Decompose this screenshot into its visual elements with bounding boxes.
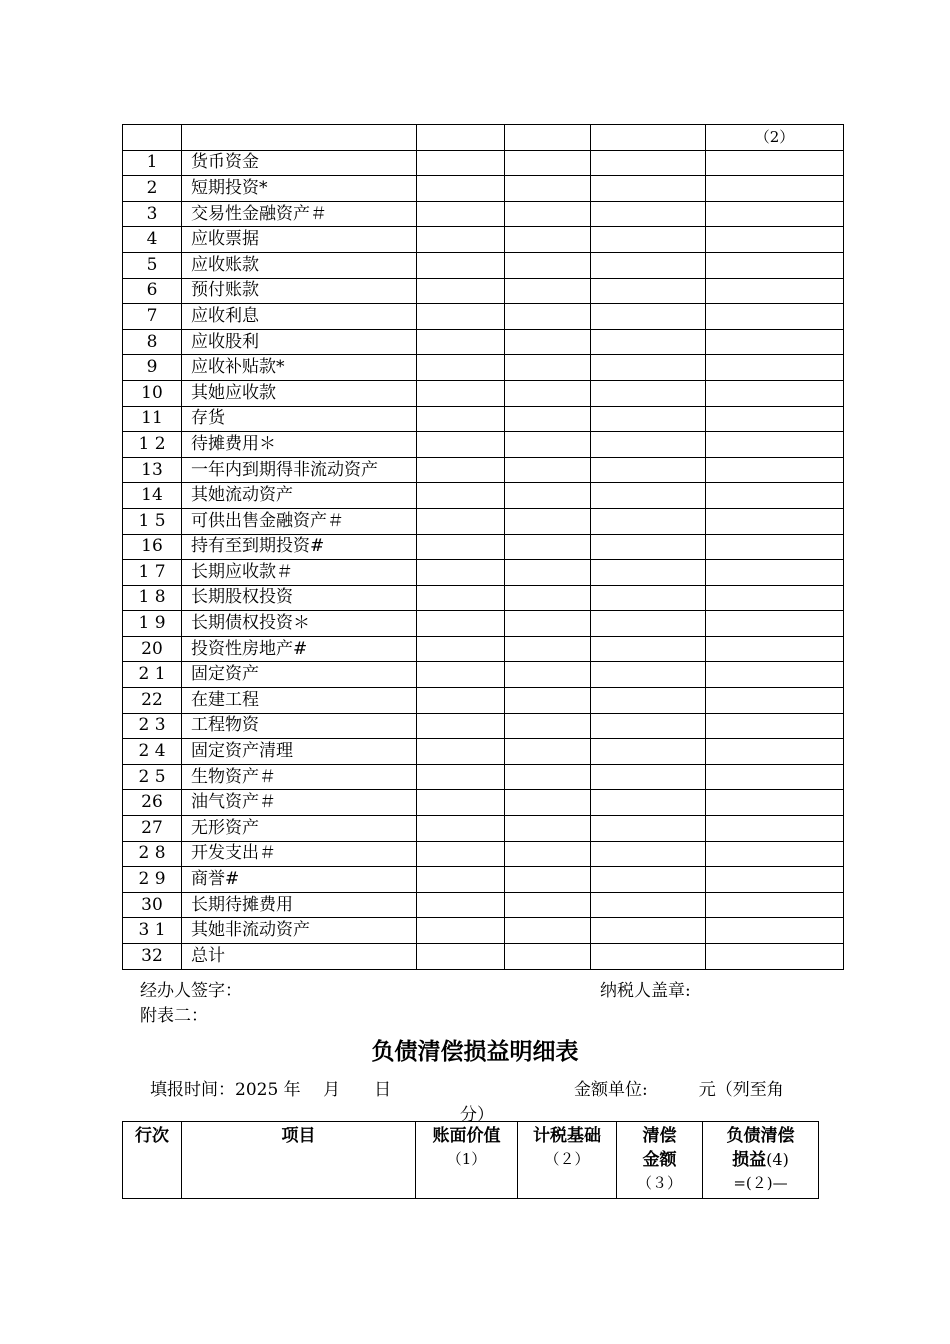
value-cell (706, 380, 844, 406)
value-cell (591, 585, 706, 611)
value-cell (591, 406, 706, 432)
value-cell (505, 252, 591, 278)
value-cell (591, 534, 706, 560)
liability-header-row (123, 1122, 819, 1199)
row-item-name: 交易性金融资产＃ (182, 201, 417, 227)
row-item-name: 固定资产 (182, 662, 417, 688)
row-item-name: 待摊费用＊ (182, 432, 417, 458)
value-cell (417, 406, 505, 432)
value-cell (505, 611, 591, 637)
value-cell (706, 662, 844, 688)
table-row (123, 560, 844, 586)
table-row (123, 867, 844, 893)
value-cell (706, 534, 844, 560)
value-cell (591, 355, 706, 381)
value-cell (505, 841, 591, 867)
table-row (123, 764, 844, 790)
value-cell (417, 841, 505, 867)
value-cell (706, 176, 844, 202)
value-cell (505, 329, 591, 355)
table-row (123, 176, 844, 202)
value-cell (417, 534, 505, 560)
value-cell (417, 380, 505, 406)
value-cell (706, 764, 844, 790)
value-cell (505, 406, 591, 432)
value-cell (417, 892, 505, 918)
value-cell (706, 867, 844, 893)
table-row (123, 432, 844, 458)
row-number: 1 7 (123, 560, 182, 586)
row-number: 2 3 (123, 713, 182, 739)
value-cell (591, 560, 706, 586)
value-cell (417, 867, 505, 893)
value-cell (706, 150, 844, 176)
value-cell (505, 662, 591, 688)
row-number: 1 9 (123, 611, 182, 637)
table-row (123, 790, 844, 816)
row-item-name: 其她应收款 (182, 380, 417, 406)
value-cell (505, 892, 591, 918)
value-cell (591, 688, 706, 714)
row-number: 27 (123, 816, 182, 842)
value-cell (417, 278, 505, 304)
value-cell (417, 355, 505, 381)
value-cell (706, 713, 844, 739)
row-number: 9 (123, 355, 182, 381)
value-cell (505, 918, 591, 944)
value-cell (706, 483, 844, 509)
table-row (123, 918, 844, 944)
value-cell (706, 944, 844, 970)
value-cell (505, 432, 591, 458)
row-item-name: 存货 (182, 406, 417, 432)
value-cell (591, 944, 706, 970)
value-cell (505, 457, 591, 483)
value-cell (505, 560, 591, 586)
value-cell (417, 227, 505, 253)
value-cell (591, 611, 706, 637)
table-row (123, 278, 844, 304)
row-item-name: 长期应收款＃ (182, 560, 417, 586)
table-row (123, 534, 844, 560)
col-repay-amount: 清偿 金额 （３） (617, 1122, 703, 1199)
row-number: 5 (123, 252, 182, 278)
table-row (123, 252, 844, 278)
value-cell (417, 688, 505, 714)
value-cell (591, 176, 706, 202)
row-number: 3 (123, 201, 182, 227)
attachment-label: 附表二： (140, 1006, 208, 1026)
row-number: 1 5 (123, 508, 182, 534)
col-item: 项目 (182, 1122, 416, 1199)
row-item-name: 商誉# (182, 867, 417, 893)
value-cell (706, 585, 844, 611)
taxpayer-seal-label: 纳税人盖章: (600, 981, 691, 1001)
table-row (123, 611, 844, 637)
value-cell (591, 892, 706, 918)
value-cell (591, 918, 706, 944)
table-row (123, 944, 844, 970)
row-number: 26 (123, 790, 182, 816)
value-cell (706, 918, 844, 944)
table-row (123, 329, 844, 355)
table-row (123, 892, 844, 918)
value-cell (591, 329, 706, 355)
value-cell (505, 278, 591, 304)
row-number: 2 1 (123, 662, 182, 688)
row-item-name: 工程物资 (182, 713, 417, 739)
value-cell (706, 611, 844, 637)
value-cell (706, 841, 844, 867)
row-item-name: 货币资金 (182, 150, 417, 176)
table-row (123, 662, 844, 688)
value-cell (505, 150, 591, 176)
row-item-name: 应收票据 (182, 227, 417, 253)
value-cell (706, 688, 844, 714)
value-cell (505, 227, 591, 253)
row-number: 11 (123, 406, 182, 432)
value-cell (505, 483, 591, 509)
value-cell (591, 227, 706, 253)
value-cell (591, 432, 706, 458)
value-cell (505, 380, 591, 406)
row-item-name: 其她非流动资产 (182, 918, 417, 944)
row-item-name: 应收账款 (182, 252, 417, 278)
value-cell (591, 636, 706, 662)
value-cell (417, 790, 505, 816)
table-row (123, 841, 844, 867)
amount-unit: 金额单位: 元（列至角 (574, 1080, 784, 1100)
table-row (123, 150, 844, 176)
value-cell (505, 713, 591, 739)
table-row (123, 457, 844, 483)
asset-detail-table (122, 124, 844, 970)
value-cell (505, 304, 591, 330)
value-cell (505, 201, 591, 227)
row-item-name: 应收利息 (182, 304, 417, 330)
value-cell (417, 483, 505, 509)
value-cell (706, 227, 844, 253)
value-cell (505, 790, 591, 816)
row-number: 2 4 (123, 739, 182, 765)
value-cell (591, 150, 706, 176)
row-item-name: 预付账款 (182, 278, 417, 304)
row-item-name: 其她流动资产 (182, 483, 417, 509)
value-cell (417, 739, 505, 765)
col-row-no: 行次 (123, 1122, 182, 1199)
row-number: 3 1 (123, 918, 182, 944)
value-cell (706, 790, 844, 816)
value-cell (591, 278, 706, 304)
value-cell (505, 764, 591, 790)
row-item-name: 应收股利 (182, 329, 417, 355)
table-row (123, 227, 844, 253)
row-item-name: 长期待摊费用 (182, 892, 417, 918)
liability-table (122, 1121, 819, 1199)
row-number: 2 (123, 176, 182, 202)
row-item-name: 一年内到期得非流动资产 (182, 457, 417, 483)
value-cell (505, 816, 591, 842)
value-cell (417, 764, 505, 790)
value-cell (706, 636, 844, 662)
header-cell (417, 125, 505, 151)
header-cell (182, 125, 417, 151)
value-cell (417, 816, 505, 842)
row-number: 16 (123, 534, 182, 560)
value-cell (417, 662, 505, 688)
value-cell (505, 355, 591, 381)
amount-unit-continued: 分） (460, 1105, 494, 1125)
value-cell (706, 457, 844, 483)
row-item-name: 应收补贴款* (182, 355, 417, 381)
row-number: 2 9 (123, 867, 182, 893)
value-cell (591, 739, 706, 765)
value-cell (706, 892, 844, 918)
value-cell (591, 252, 706, 278)
value-cell (417, 304, 505, 330)
row-item-name: 可供出售金融资产＃ (182, 508, 417, 534)
value-cell (591, 483, 706, 509)
value-cell (706, 355, 844, 381)
table-row (123, 816, 844, 842)
value-cell (706, 739, 844, 765)
row-number: 20 (123, 636, 182, 662)
row-item-name: 长期债权投资＊ (182, 611, 417, 637)
table-row (123, 406, 844, 432)
table-row (123, 201, 844, 227)
row-number: 22 (123, 688, 182, 714)
value-cell (591, 867, 706, 893)
value-cell (417, 252, 505, 278)
table-header-row (123, 125, 844, 151)
row-number: 14 (123, 483, 182, 509)
table-row (123, 585, 844, 611)
value-cell (591, 764, 706, 790)
value-cell (706, 508, 844, 534)
value-cell (505, 534, 591, 560)
table-row (123, 508, 844, 534)
value-cell (591, 713, 706, 739)
row-item-name: 短期投资* (182, 176, 417, 202)
value-cell (417, 150, 505, 176)
row-number: 1 (123, 150, 182, 176)
value-cell (706, 278, 844, 304)
table-row (123, 304, 844, 330)
row-item-name: 开发支出＃ (182, 841, 417, 867)
row-number: 13 (123, 457, 182, 483)
value-cell (591, 662, 706, 688)
row-item-name: 无形资产 (182, 816, 417, 842)
row-item-name: 投资性房地产# (182, 636, 417, 662)
value-cell (417, 713, 505, 739)
col-gain-loss: 负债清偿 损益(4) =(２)— (703, 1122, 819, 1199)
value-cell (706, 201, 844, 227)
row-item-name: 在建工程 (182, 688, 417, 714)
row-item-name: 生物资产＃ (182, 764, 417, 790)
table-row (123, 636, 844, 662)
row-number: 2 5 (123, 764, 182, 790)
row-number: 1 2 (123, 432, 182, 458)
row-item-name: 固定资产清理 (182, 739, 417, 765)
value-cell (591, 790, 706, 816)
value-cell (417, 329, 505, 355)
table-row (123, 688, 844, 714)
row-item-name: 油气资产＃ (182, 790, 417, 816)
table-row (123, 713, 844, 739)
value-cell (505, 867, 591, 893)
value-cell (417, 201, 505, 227)
header-cell (505, 125, 591, 151)
value-cell (417, 560, 505, 586)
row-number: 10 (123, 380, 182, 406)
table-row (123, 483, 844, 509)
table-row (123, 739, 844, 765)
value-cell (706, 432, 844, 458)
value-cell (417, 918, 505, 944)
row-item-name: 持有至到期投资# (182, 534, 417, 560)
value-cell (591, 304, 706, 330)
value-cell (706, 560, 844, 586)
value-cell (505, 176, 591, 202)
row-number: 8 (123, 329, 182, 355)
value-cell (591, 841, 706, 867)
value-cell (706, 252, 844, 278)
value-cell (417, 176, 505, 202)
value-cell (417, 636, 505, 662)
value-cell (417, 432, 505, 458)
row-number: 2 8 (123, 841, 182, 867)
row-number: 30 (123, 892, 182, 918)
value-cell (706, 329, 844, 355)
header-cell (123, 125, 182, 151)
row-item-name: 长期股权投资 (182, 585, 417, 611)
value-cell (706, 816, 844, 842)
value-cell (417, 508, 505, 534)
fill-time: 填报时间：2025 年 月 日 (150, 1080, 392, 1100)
value-cell (591, 457, 706, 483)
value-cell (417, 457, 505, 483)
value-cell (505, 508, 591, 534)
row-number: 32 (123, 944, 182, 970)
col-book-value: 账面价值 （1） (416, 1122, 518, 1199)
row-number: 1 8 (123, 585, 182, 611)
row-item-name: 总计 (182, 944, 417, 970)
value-cell (505, 636, 591, 662)
value-cell (591, 816, 706, 842)
table-row (123, 355, 844, 381)
row-number: 4 (123, 227, 182, 253)
value-cell (417, 585, 505, 611)
value-cell (505, 739, 591, 765)
col-tax-base: 计税基础 （２） (518, 1122, 617, 1199)
value-cell (706, 304, 844, 330)
page-title: 负债清偿损益明细表 (371, 1039, 579, 1065)
handler-signature-label: 经办人签字： (140, 981, 242, 1001)
row-number: 7 (123, 304, 182, 330)
value-cell (706, 406, 844, 432)
value-cell (505, 688, 591, 714)
header-note: （2） (706, 125, 844, 151)
value-cell (417, 611, 505, 637)
value-cell (591, 380, 706, 406)
table-row (123, 380, 844, 406)
value-cell (417, 944, 505, 970)
value-cell (505, 944, 591, 970)
value-cell (591, 508, 706, 534)
value-cell (591, 201, 706, 227)
header-cell (591, 125, 706, 151)
value-cell (505, 585, 591, 611)
row-number: 6 (123, 278, 182, 304)
